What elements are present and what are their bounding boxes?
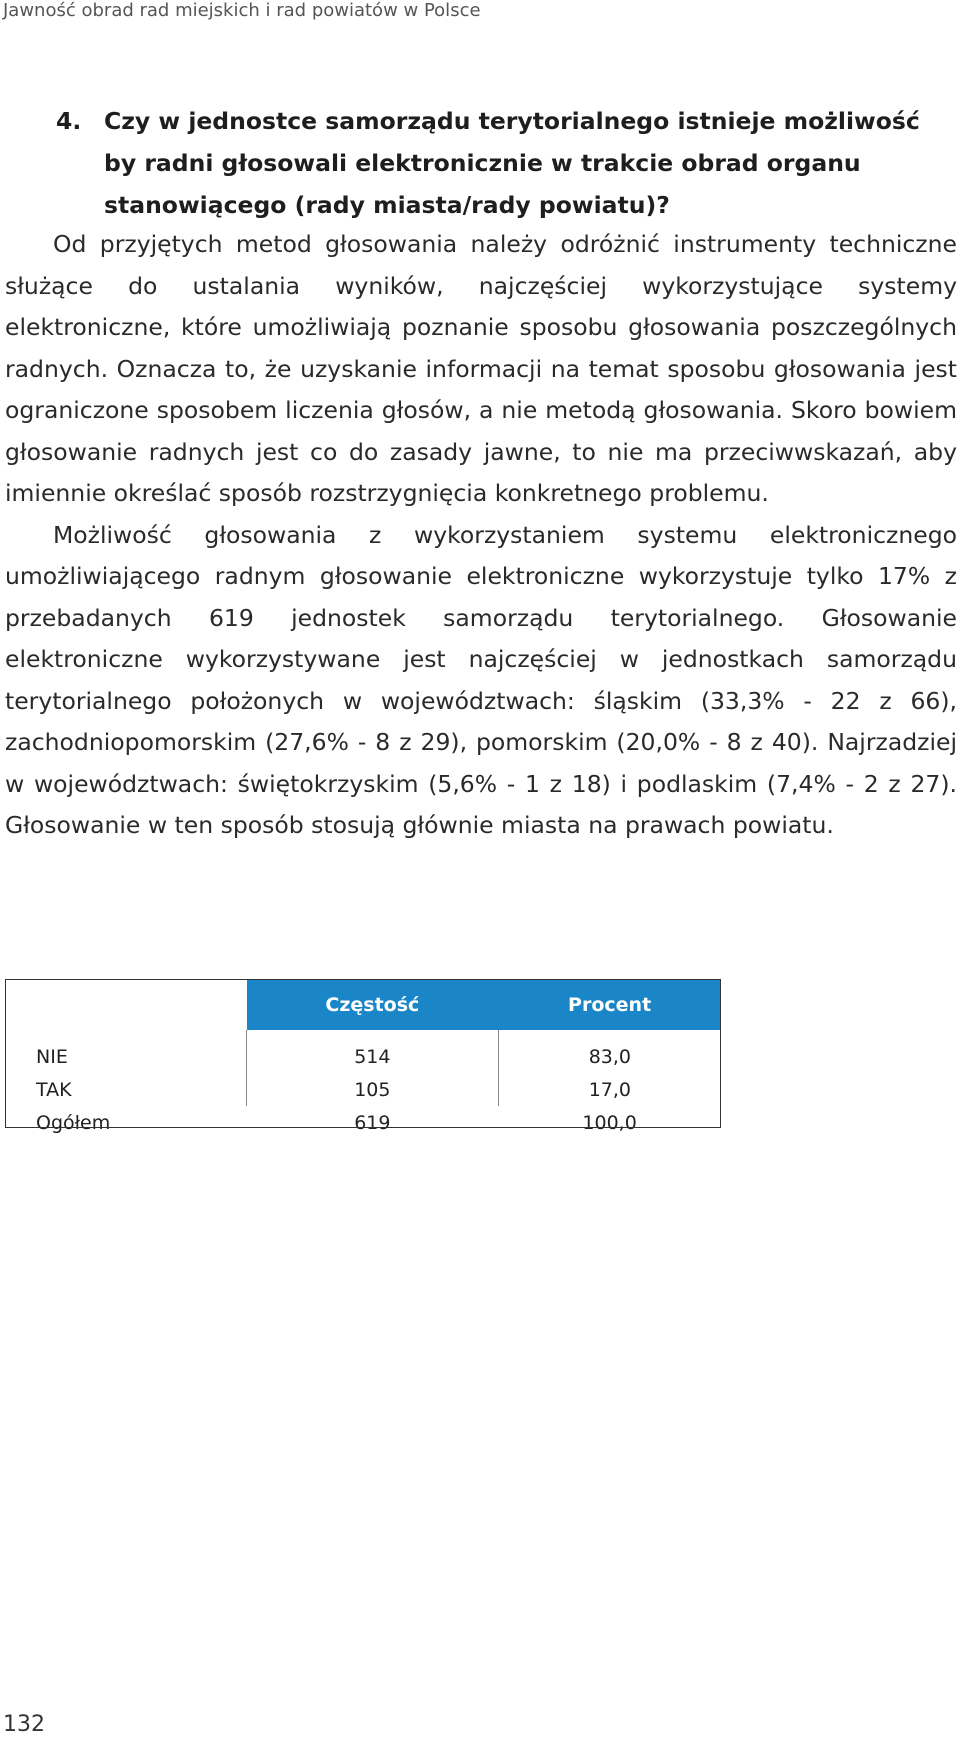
- header-empty-cell: [5, 979, 247, 1030]
- table-row: [5, 1030, 721, 1073]
- table-row: [5, 1073, 721, 1106]
- header-percent: Procent: [498, 979, 721, 1030]
- page-number: 132: [3, 1712, 45, 1737]
- row-percent: 100,0: [582, 1111, 637, 1134]
- header-frequency: Częstość: [247, 979, 499, 1030]
- table-header-row: [5, 979, 721, 1030]
- row-label: Ogółem: [36, 1111, 111, 1134]
- row-frequency: 619: [354, 1111, 391, 1134]
- row-frequency: 105: [247, 1073, 499, 1106]
- paragraph-1: Od przyjętych metod głosowania należy odróżnić instrumenty techniczne służące do ustalania wyników, najczęściej wykorzystujące systemy elektroniczne, które umożliwiają poznanie sposobu głosowania poszczególnych radnych. Oznacza to, że uzyskanie informacji na temat sposobu głosowania jest ograniczone sposobem liczenia głosów, a nie metodą głosowania. Skoro bowiem głosowanie radnych jest co do zasady jawne, to nie ma przeciwwskazań, aby imiennie określać sposób rozstrzygnięcia konkretnego problemu.: [5, 230, 957, 507]
- row-percent: 17,0: [498, 1073, 721, 1106]
- question-number: 4.: [56, 107, 82, 135]
- body-text: [5, 224, 957, 847]
- question-heading: [56, 100, 958, 226]
- row-label: TAK: [36, 1078, 72, 1101]
- paragraph-2: Możliwość głosowania z wykorzystaniem systemu elektronicznego umożliwiającego radnym głosowanie elektroniczne wykorzystuje tylko 17% z przebadanych 619 jednostek samorządu terytorialnego. Głosowanie elektroniczne wykorzystywane jest najczęściej w jednostkach samorządu terytorialnego położonych w województwach: śląskim (33,3% - 22 z 66), zachodniopomorskim (27,6% - 8 z 29), pomorskim (20,0% - 8 z 40). Najrzadziej w województwach: świętokrzyskim (5,6% - 1 z 18) i podlaskim (7,4% - 2 z 27). Głosowanie w ten sposób stosują głównie miasta na prawach powiatu.: [5, 520, 957, 839]
- running-header: Jawność obrad rad miejskich i rad powiatów w Polsce: [3, 0, 481, 21]
- table-row: [5, 1106, 721, 1145]
- question-text: Czy w jednostce samorządu terytorialnego istnieje możliwość by radni głosowali elektronicznie w trakcie obrad organu stanowiącego (rady miasta/rady powiatu)?: [104, 107, 920, 219]
- results-table: [5, 979, 721, 1145]
- row-label: NIE: [36, 1045, 68, 1068]
- row-frequency: 514: [247, 1030, 499, 1073]
- row-percent: 83,0: [498, 1030, 721, 1073]
